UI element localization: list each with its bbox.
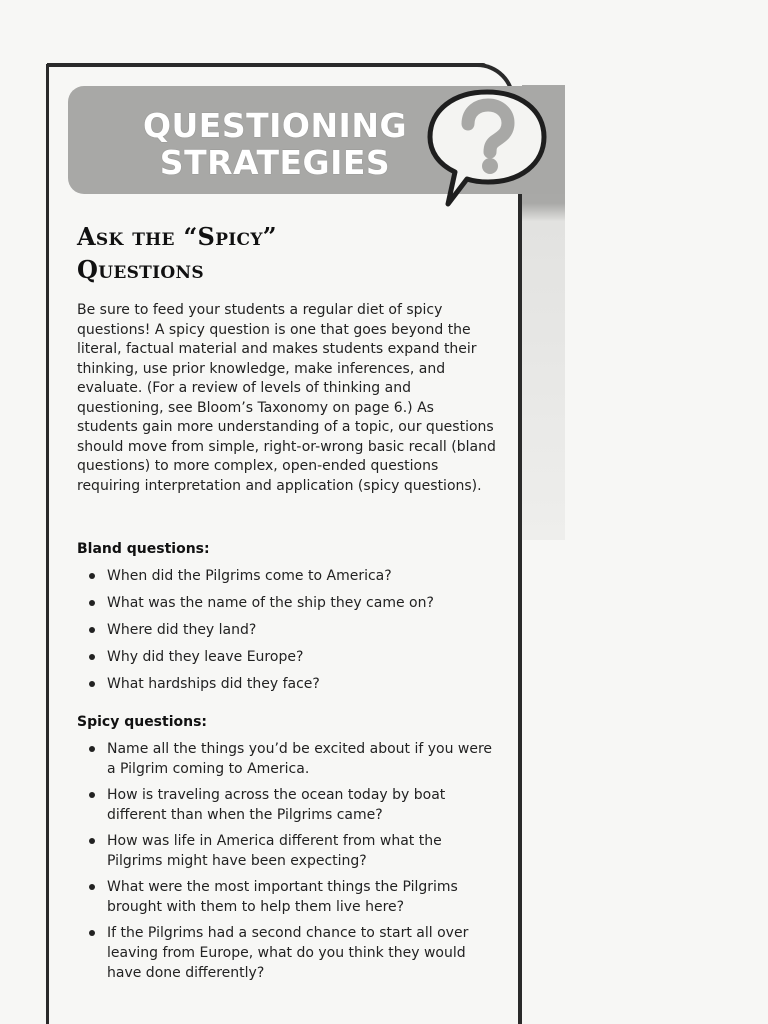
list-item: Name all the things you’d be excited about if you were a Pilgrim coming to America. xyxy=(89,739,499,779)
bland-questions-heading: Bland questions: xyxy=(77,541,210,557)
list-item: Where did they land? xyxy=(89,620,499,640)
page-frame-top xyxy=(47,63,487,67)
banner-title-line1: QUESTIONING xyxy=(142,106,408,145)
list-item: When did the Pilgrims come to America? xyxy=(89,566,499,586)
heading-line2: Questions xyxy=(77,255,204,284)
list-item: What hardships did they face? xyxy=(89,674,499,694)
page-heading xyxy=(77,220,497,286)
banner-title xyxy=(135,107,415,181)
list-item: What was the name of the ship they came on? xyxy=(89,593,499,613)
banner-title-line2: STRATEGIES xyxy=(159,143,391,182)
list-item: How is traveling across the ocean today by boat different than when the Pilgrims came? xyxy=(89,785,499,825)
question-mark-speech-bubble-icon xyxy=(422,80,552,210)
intro-paragraph: Be sure to feed your students a regular diet of spicy questions! A spicy question is one that goes beyond the literal, factual material and makes students expand their thinking, use prior knowledge, make inferences, and evaluate. (For a review of levels of thinking and questioning, see Bloom’s Taxonomy on page 6.) As students gain more understanding of a topic, our questions should move from simple, right-or-wrong basic recall (bland questions) to more complex, open-ended questions requiring interpretation and application (spicy questions). xyxy=(77,302,496,494)
list-item: If the Pilgrims had a second chance to start all over leaving from Europe, what do you think they would have done differently? xyxy=(89,923,499,983)
list-item: Why did they leave Europe? xyxy=(89,647,499,667)
heading-line1: Ask the “Spicy” xyxy=(77,222,277,251)
list-item: What were the most important things the Pilgrims brought with them to help them live here? xyxy=(89,877,499,917)
bland-questions-list xyxy=(89,566,499,701)
page-frame-right xyxy=(518,100,522,1024)
spicy-questions-heading: Spicy questions: xyxy=(77,714,208,730)
spicy-questions-list xyxy=(89,739,499,989)
list-item: How was life in America different from what the Pilgrims might have been expecting? xyxy=(89,831,499,871)
page-frame-left xyxy=(46,64,49,1024)
